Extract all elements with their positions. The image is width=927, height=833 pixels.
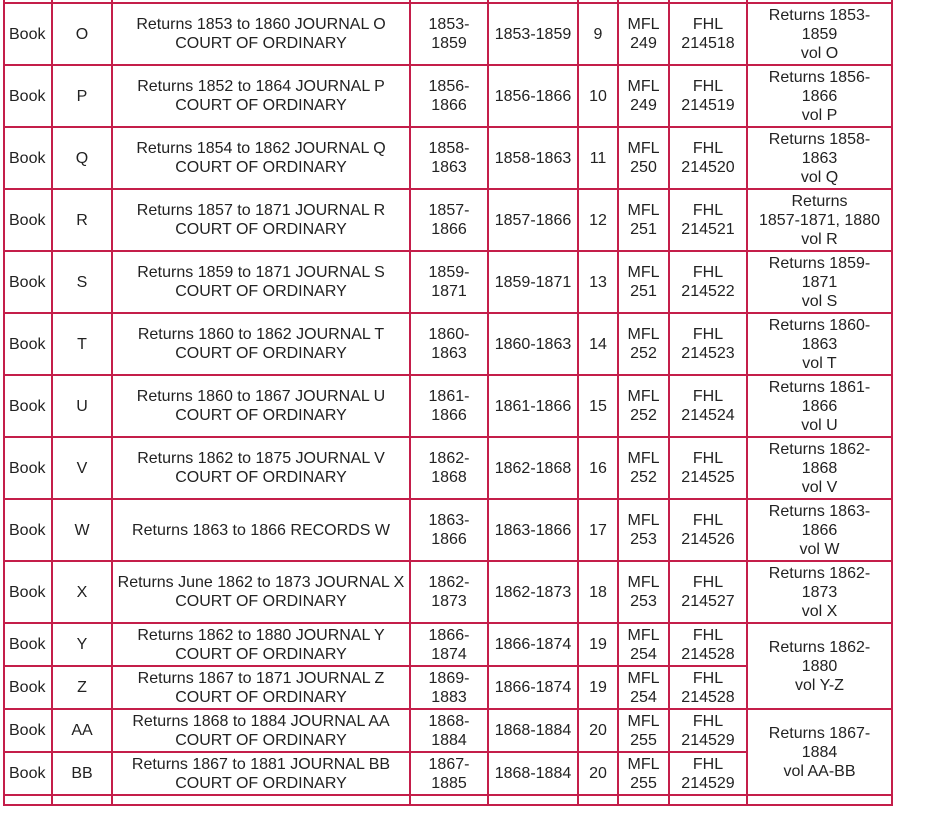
record-type: Book: [4, 127, 52, 189]
reel-number: 19: [578, 666, 618, 709]
table-row: [4, 189, 892, 251]
date-range: 1867- 1885: [410, 752, 488, 795]
date-range-filmed: 1862-1873: [488, 561, 578, 623]
record-description: Returns 1860 to 1862 JOURNAL T COURT OF ORDINARY: [112, 313, 410, 375]
reel-number: 18: [578, 561, 618, 623]
volume-letter: W: [52, 499, 112, 561]
table-row: [4, 437, 892, 499]
record-type: Book: [4, 65, 52, 127]
reel-number: 20: [578, 752, 618, 795]
reel-number: 20: [578, 709, 618, 752]
volume-letter: V: [52, 437, 112, 499]
date-range-filmed: 1862-1868: [488, 437, 578, 499]
fhl-number: FHL 214529: [669, 752, 747, 795]
record-type: Book: [4, 752, 52, 795]
volume-letter: T: [52, 313, 112, 375]
record-description: Returns 1853 to 1860 JOURNAL O COURT OF ORDINARY: [112, 3, 410, 65]
date-range-filmed: 1861-1866: [488, 375, 578, 437]
reel-number: 14: [578, 313, 618, 375]
mfl-number: MFL 249: [618, 3, 669, 65]
reel-number: 10: [578, 65, 618, 127]
record-type: Book: [4, 251, 52, 313]
table-row: [4, 127, 892, 189]
fhl-number: FHL 214521: [669, 189, 747, 251]
date-range-filmed: 1853-1859: [488, 3, 578, 65]
reel-number: 11: [578, 127, 618, 189]
date-range-filmed: 1856-1866: [488, 65, 578, 127]
date-range: 1868- 1884: [410, 709, 488, 752]
volume-letter: X: [52, 561, 112, 623]
record-description: Returns 1852 to 1864 JOURNAL P COURT OF ORDINARY: [112, 65, 410, 127]
date-range-filmed: 1858-1863: [488, 127, 578, 189]
reel-number: 15: [578, 375, 618, 437]
date-range: 1862- 1873: [410, 561, 488, 623]
record-description: Returns 1867 to 1871 JOURNAL Z COURT OF ORDINARY: [112, 666, 410, 709]
date-range: 1866- 1874: [410, 623, 488, 666]
table-row: [4, 313, 892, 375]
date-range-filmed: 1860-1863: [488, 313, 578, 375]
returns-note: Returns 1862- 1868 vol V: [747, 437, 892, 499]
reel-number: 9: [578, 3, 618, 65]
date-range: 1863- 1866: [410, 499, 488, 561]
fhl-number: FHL 214526: [669, 499, 747, 561]
date-range: 1859- 1871: [410, 251, 488, 313]
reel-number: 12: [578, 189, 618, 251]
table-row: [4, 709, 892, 752]
date-range: 1853- 1859: [410, 3, 488, 65]
record-type: Book: [4, 561, 52, 623]
returns-note: Returns 1858- 1863 vol Q: [747, 127, 892, 189]
date-range: 1862- 1868: [410, 437, 488, 499]
volume-letter: P: [52, 65, 112, 127]
mfl-number: MFL 255: [618, 752, 669, 795]
record-description: Returns 1862 to 1875 JOURNAL V COURT OF ORDINARY: [112, 437, 410, 499]
returns-note: Returns 1853- 1859 vol O: [747, 3, 892, 65]
record-type: Book: [4, 3, 52, 65]
volume-letter: Z: [52, 666, 112, 709]
date-range: 1856- 1866: [410, 65, 488, 127]
volume-letter: S: [52, 251, 112, 313]
volume-letter: Y: [52, 623, 112, 666]
table-row: [4, 561, 892, 623]
returns-note: Returns 1860- 1863 vol T: [747, 313, 892, 375]
table-row: [4, 3, 892, 65]
record-description: Returns 1860 to 1867 JOURNAL U COURT OF ORDINARY: [112, 375, 410, 437]
reel-number: 13: [578, 251, 618, 313]
returns-note: Returns 1861- 1866 vol U: [747, 375, 892, 437]
fhl-number: FHL 214522: [669, 251, 747, 313]
record-description: Returns 1867 to 1881 JOURNAL BB COURT OF ORDINARY: [112, 752, 410, 795]
fhl-number: FHL 214523: [669, 313, 747, 375]
mfl-number: MFL 253: [618, 499, 669, 561]
record-type: Book: [4, 623, 52, 666]
record-type: Book: [4, 666, 52, 709]
fhl-number: FHL 214518: [669, 3, 747, 65]
record-type: Book: [4, 709, 52, 752]
date-range-filmed: 1866-1874: [488, 623, 578, 666]
table-row: [4, 623, 892, 666]
record-description: Returns June 1862 to 1873 JOURNAL X COURT OF ORDINARY: [112, 561, 410, 623]
mfl-number: MFL 254: [618, 623, 669, 666]
record-type: Book: [4, 375, 52, 437]
volume-letter: BB: [52, 752, 112, 795]
mfl-number: MFL 249: [618, 65, 669, 127]
record-type: Book: [4, 313, 52, 375]
table-row: [4, 499, 892, 561]
record-description: Returns 1857 to 1871 JOURNAL R COURT OF ORDINARY: [112, 189, 410, 251]
date-range-filmed: 1868-1884: [488, 752, 578, 795]
record-description: Returns 1868 to 1884 JOURNAL AA COURT OF ORDINARY: [112, 709, 410, 752]
volume-letter: Q: [52, 127, 112, 189]
table-row: [4, 375, 892, 437]
date-range: 1860- 1863: [410, 313, 488, 375]
volume-letter: U: [52, 375, 112, 437]
volume-letter: O: [52, 3, 112, 65]
mfl-number: MFL 255: [618, 709, 669, 752]
reel-number: 16: [578, 437, 618, 499]
fhl-number: FHL 214519: [669, 65, 747, 127]
fhl-number: FHL 214528: [669, 666, 747, 709]
table-row: [4, 65, 892, 127]
record-type: Book: [4, 499, 52, 561]
mfl-number: MFL 254: [618, 666, 669, 709]
record-description: Returns 1854 to 1862 JOURNAL Q COURT OF ORDINARY: [112, 127, 410, 189]
volume-letter: R: [52, 189, 112, 251]
date-range: 1861- 1866: [410, 375, 488, 437]
fhl-number: FHL 214525: [669, 437, 747, 499]
date-range-filmed: 1868-1884: [488, 709, 578, 752]
date-range: 1869- 1883: [410, 666, 488, 709]
fhl-number: FHL 214528: [669, 623, 747, 666]
mfl-number: MFL 253: [618, 561, 669, 623]
record-description: Returns 1863 to 1866 RECORDS W: [112, 499, 410, 561]
record-description: Returns 1862 to 1880 JOURNAL Y COURT OF ORDINARY: [112, 623, 410, 666]
returns-note: Returns 1863- 1866 vol W: [747, 499, 892, 561]
date-range-filmed: 1859-1871: [488, 251, 578, 313]
date-range-filmed: 1857-1866: [488, 189, 578, 251]
returns-note: Returns 1856- 1866 vol P: [747, 65, 892, 127]
mfl-number: MFL 252: [618, 375, 669, 437]
record-description: Returns 1859 to 1871 JOURNAL S COURT OF ORDINARY: [112, 251, 410, 313]
mfl-number: MFL 252: [618, 437, 669, 499]
table-row-partial: [4, 795, 892, 805]
date-range-filmed: 1863-1866: [488, 499, 578, 561]
fhl-number: FHL 214529: [669, 709, 747, 752]
mfl-number: MFL 250: [618, 127, 669, 189]
fhl-number: FHL 214527: [669, 561, 747, 623]
returns-note: Returns 1867- 1884 vol AA-BB: [747, 709, 892, 795]
fhl-number: FHL 214524: [669, 375, 747, 437]
mfl-number: MFL 251: [618, 189, 669, 251]
returns-note: Returns 1862- 1873 vol X: [747, 561, 892, 623]
record-type: Book: [4, 437, 52, 499]
date-range: 1858- 1863: [410, 127, 488, 189]
mfl-number: MFL 252: [618, 313, 669, 375]
returns-note: Returns 1857-1871, 1880 vol R: [747, 189, 892, 251]
date-range-filmed: 1866-1874: [488, 666, 578, 709]
date-range: 1857- 1866: [410, 189, 488, 251]
records-table: [3, 0, 893, 806]
mfl-number: MFL 251: [618, 251, 669, 313]
reel-number: 19: [578, 623, 618, 666]
reel-number: 17: [578, 499, 618, 561]
volume-letter: AA: [52, 709, 112, 752]
record-type: Book: [4, 189, 52, 251]
returns-note: Returns 1859- 1871 vol S: [747, 251, 892, 313]
returns-note: Returns 1862- 1880 vol Y-Z: [747, 623, 892, 709]
table-row: [4, 251, 892, 313]
fhl-number: FHL 214520: [669, 127, 747, 189]
